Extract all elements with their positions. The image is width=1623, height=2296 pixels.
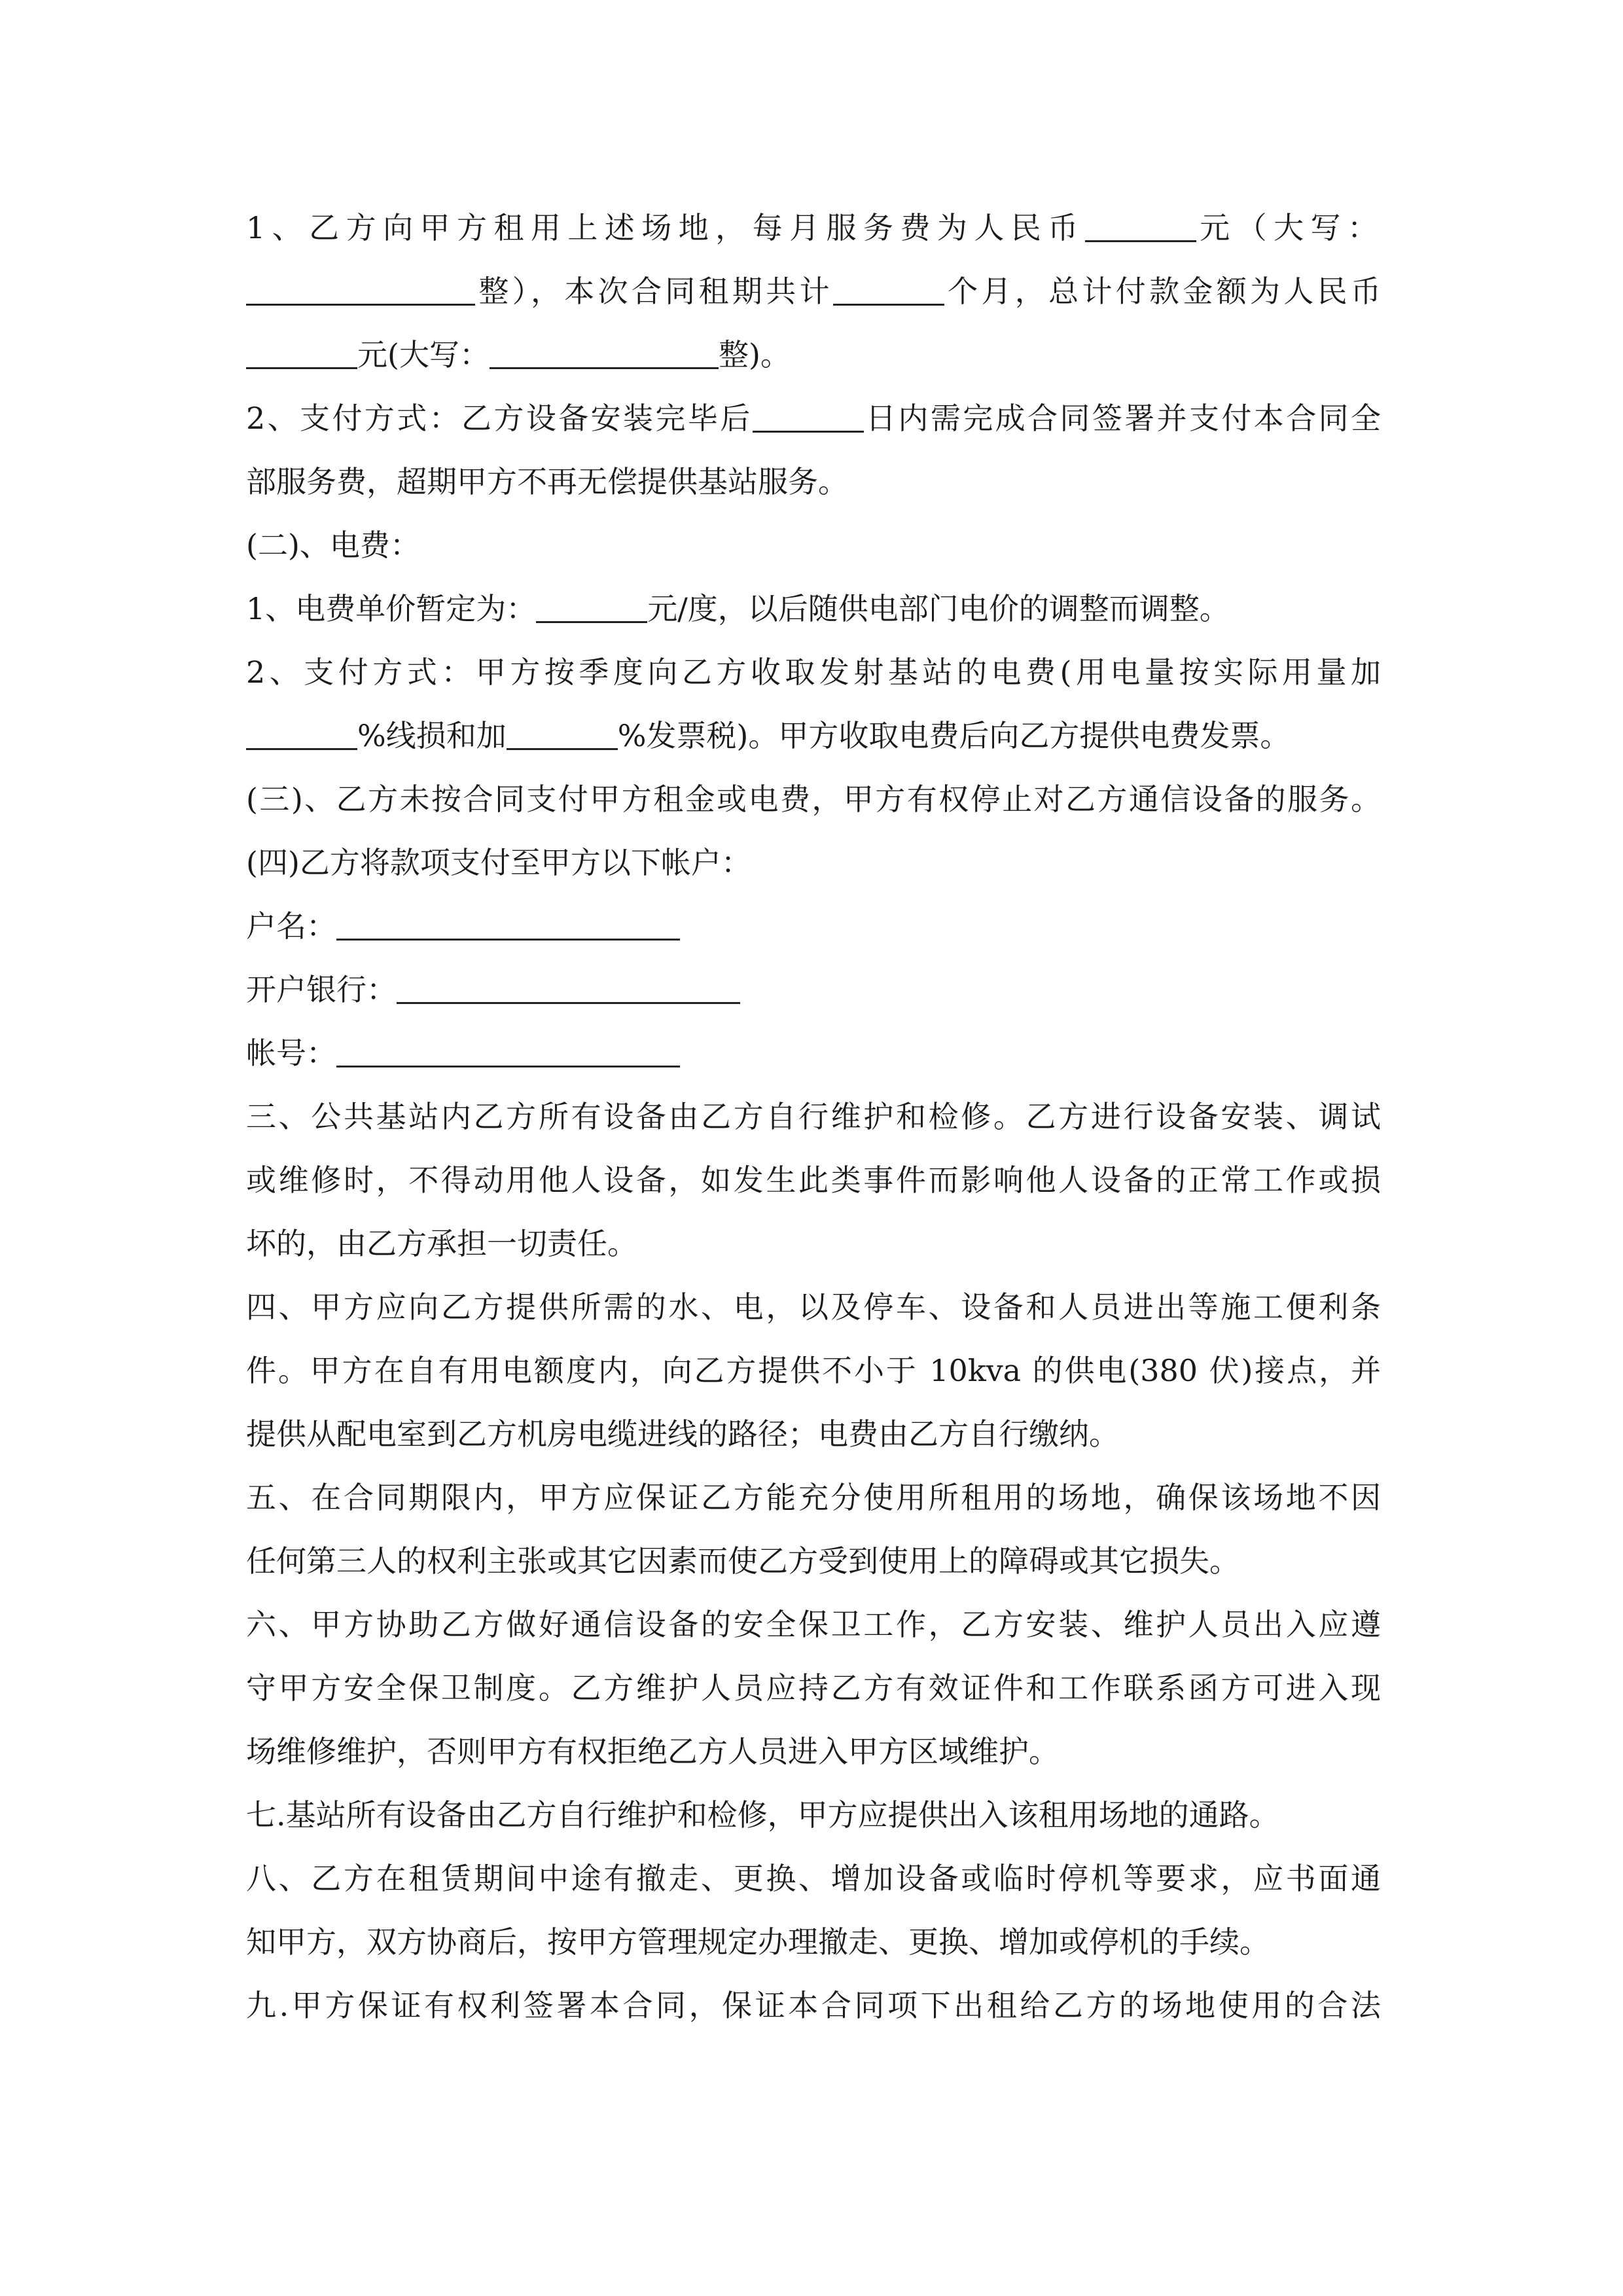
text-segment: %发票税)。甲方收取电费后向乙方提供电费发票。 [617,718,1291,753]
text-line [246,1974,1381,2037]
text-line [246,1910,1381,1974]
text-line [246,1466,1381,1530]
text-line [246,768,1381,831]
text-line [246,196,1381,260]
text-line [246,1403,1381,1466]
text-line [246,1149,1381,1212]
text-segment: 任何第三人的权利主张或其它因素而使乙方受到使用上的障碍或其它损失。 [246,1543,1240,1579]
text-segment: 整)。 [718,337,791,372]
text-segment: 件。甲方在自有用电额度内，向乙方提供不小于 10kva 的供电(380 伏)接点，并 [246,1353,1381,1388]
text-segment: 个月，总计付款金额为人民币 [944,274,1381,309]
text-segment: %线损和加 [357,718,507,753]
text-line [246,1847,1381,1910]
text-line [246,1593,1381,1657]
text-segment: (四)乙方将款项支付至甲方以下帐户： [246,845,751,880]
section-heading [246,831,1381,895]
text-segment: (三)、乙方未按合同支付甲方租金或电费，甲方有权停止对乙方通信设备的服务。 [246,781,1381,817]
fill-blank [397,973,740,1004]
text-segment: 1、电费单价暂定为： [246,591,537,626]
text-segment: 六、甲方协助乙方做好通信设备的安全保卫工作，乙方安装、维护人员出入应遵 [246,1607,1381,1642]
text-segment: 提供从配电室到乙方机房电缆进线的路径；电费由乙方自行缴纳。 [246,1416,1119,1452]
bank-name-field [246,958,1381,1022]
account-name-field [246,895,1381,958]
text-line [246,1530,1381,1593]
text-segment: 知甲方，双方协商后，按甲方管理规定办理撤走、更换、增加或停机的手续。 [246,1924,1270,1960]
text-segment: 2、支付方式：甲方按季度向乙方收取发射基站的电费(用电量按实际用量加 [246,655,1381,690]
fill-blank [336,1037,680,1067]
fill-blank [246,338,357,369]
text-segment: 场维修维护，否则甲方有权拒绝乙方人员进入甲方区域维护。 [246,1734,1059,1769]
field-label: 户名： [246,908,336,944]
text-line [246,1720,1381,1784]
fill-blank [833,275,944,306]
contract-body [246,196,1381,2037]
text-line [246,577,1381,641]
fill-blank [753,402,864,433]
text-segment: 八、乙方在租赁期间中途有撤走、更换、增加设备或临时停机等要求，应书面通 [246,1861,1381,1896]
text-line [246,450,1381,514]
field-label: 开户银行： [246,972,397,1007]
text-segment: 整），本次合同租期共计 [475,274,833,309]
text-line [246,1784,1381,1847]
text-segment: 日内需完成合同签署并支付本合同全 [863,401,1381,436]
fill-blank [490,338,719,369]
text-segment: 元（大写： [1196,210,1381,245]
text-line [246,641,1381,704]
fill-blank [336,910,680,941]
text-segment: 元(大写： [357,337,490,372]
text-segment: 2、支付方式：乙方设备安装完毕后 [246,401,753,436]
text-line [246,1339,1381,1403]
fill-blank [536,592,647,623]
text-line [246,323,1381,387]
text-segment: 九.甲方保证有权利签署本合同，保证本合同项下出租给乙方的场地使用的合法 [246,1988,1381,2023]
fill-blank [1085,211,1196,242]
text-line [246,260,1381,323]
text-segment: 三、公共基站内乙方所有设备由乙方自行维护和检修。乙方进行设备安装、调试 [246,1099,1381,1134]
text-line [246,1657,1381,1720]
section-heading [246,514,1381,577]
field-label: 帐号： [246,1035,336,1071]
text-line [246,1085,1381,1149]
text-line [246,1276,1381,1339]
fill-blank [246,719,357,750]
text-segment: 部服务费，超期甲方不再无偿提供基站服务。 [246,464,848,499]
account-number-field [246,1022,1381,1085]
text-segment: 坏的，由乙方承担一切责任。 [246,1226,637,1261]
text-segment: 或维修时，不得动用他人设备，如发生此类事件而影响他人设备的正常工作或损 [246,1162,1381,1198]
text-segment: 四、甲方应向乙方提供所需的水、电，以及停车、设备和人员进出等施工便利条 [246,1289,1381,1325]
fill-blank [246,275,475,306]
text-segment: 1、乙方向甲方租用上述场地，每月服务费为人民币 [246,210,1085,245]
text-segment: 七.基站所有设备由乙方自行维护和检修，甲方应提供出入该租用场地的通路。 [246,1797,1279,1833]
text-segment: (二)、电费： [246,528,420,563]
text-line [246,1212,1381,1276]
text-segment: 五、在合同期限内，甲方应保证乙方能充分使用所租用的场地，确保该场地不因 [246,1480,1381,1515]
text-segment: 守甲方安全保卫制度。乙方维护人员应持乙方有效证件和工作联系函方可进入现 [246,1670,1381,1706]
text-segment: 元/度，以后随供电部门电价的调整而调整。 [647,591,1230,626]
text-line [246,704,1381,768]
fill-blank [507,719,618,750]
text-line [246,387,1381,450]
